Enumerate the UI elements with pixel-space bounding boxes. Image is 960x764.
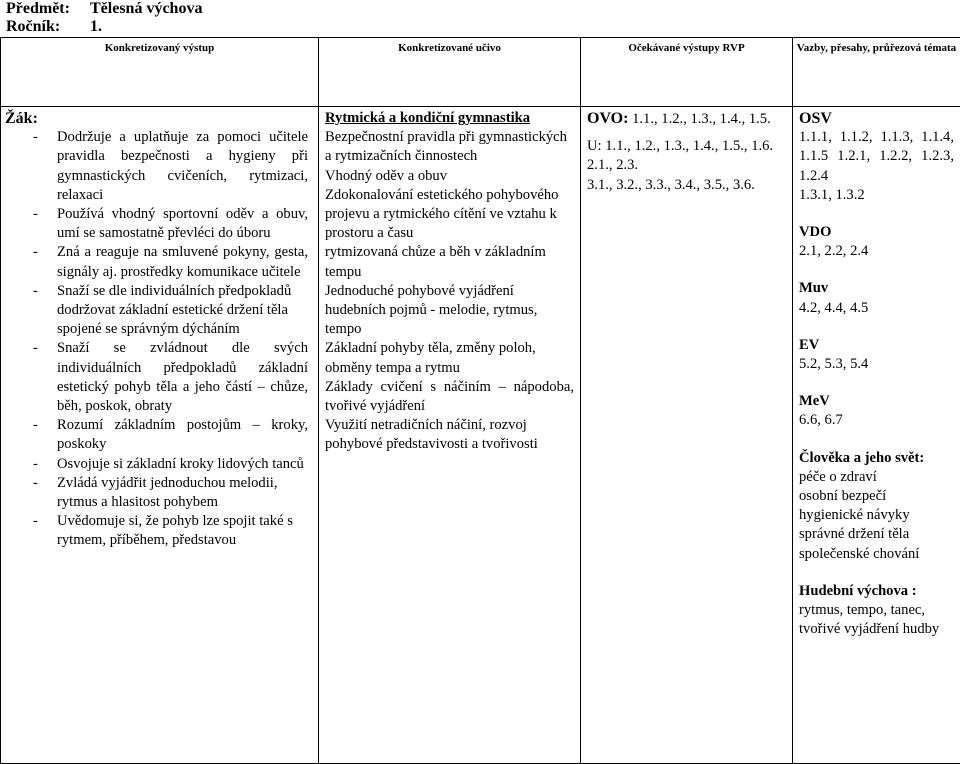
- subject-value: Tělesná výchova: [90, 0, 203, 17]
- muv-values: 4.2, 4.4, 4.5: [799, 299, 869, 316]
- vdo-values: 2.1, 2.2, 2.4: [799, 243, 869, 260]
- content-line: Základní pohyby těla, změny poloh, obměny tempa a rytmu: [325, 340, 536, 376]
- year-line: [6, 18, 102, 36]
- column-header-output: Konkretizovaný výstup: [1, 38, 319, 107]
- list-item: společenské chování: [799, 545, 920, 562]
- mev-label: MeV: [799, 393, 830, 410]
- content-line: rytmizovaná chůze a běh v základním tempu: [325, 244, 546, 280]
- list-item: - Zná a reaguje na smluvené pokyny, gesta, signály aj. prostředky komunikace učitele: [5, 243, 312, 281]
- ovo-value: 1.1., 1.2., 1.3., 1.4., 1.5.: [632, 111, 771, 127]
- pupil-heading: Žák:: [5, 110, 38, 127]
- list-item: hygienické návyky: [799, 507, 910, 524]
- list-item: správné držení těla: [799, 526, 910, 543]
- u-label: U:: [587, 138, 602, 155]
- year-label: Ročník:: [6, 18, 61, 35]
- column-header-links: Vazby, přesahy, průřezová témata: [793, 38, 960, 107]
- rvp-line-4: 3.1., 3.2., 3.3., 3.4., 3.5., 3.6.: [587, 176, 755, 193]
- clovek-label: Člověka a jeho svět:: [799, 449, 925, 466]
- table-header-row: [1, 38, 960, 107]
- ovo-label: OVO:: [587, 110, 629, 127]
- output-cell: [1, 107, 319, 764]
- list-item: - Uvědomuje si, že pohyb lze spojit také s rytmem, příběhem, představou: [5, 512, 312, 550]
- vdo-label: VDO: [799, 224, 832, 241]
- list-item: - Snaží se zvládnout dle svých individuálních předpokladů základní estetický pohyb těla a jeho částí – chůze, běh, poskok, obraty: [5, 339, 312, 416]
- list-item: - Osvojuje si základní kroky lidových tanců: [5, 455, 312, 474]
- muv-label: Muv: [799, 280, 829, 297]
- u-line: [587, 137, 786, 156]
- rvp-cell: [581, 107, 793, 764]
- output-list: [5, 128, 312, 550]
- mev-values: 6.6, 6.7: [799, 412, 843, 429]
- table-body-row: [1, 107, 960, 764]
- content-line: Vhodný oděv a obuv: [325, 167, 448, 184]
- content-line: Zdokonalování estetického pohybového projevu a rytmického cítění ve vztahu k prostoru a času: [325, 186, 559, 242]
- osv-label: OSV: [799, 110, 832, 127]
- ovo-line: [587, 109, 786, 129]
- list-item: péče o zdraví: [799, 468, 877, 485]
- hv-text: rytmus, tempo, tanec, tvořivé vyjádření hudby: [799, 602, 940, 638]
- list-item: - Snaží se dle individuálních předpokladů dodržovat základní estetické držení těla spojené se správným dýcháním: [5, 282, 312, 340]
- ev-label: EV: [799, 336, 820, 353]
- content-line: Využití netradičních náčiní, rozvoj pohybové představivosti a tvořivosti: [325, 417, 538, 453]
- content-heading: Rytmická a kondiční gymnastika: [325, 110, 531, 126]
- links-cell: [793, 107, 960, 764]
- list-item: - Rozumí základním postojům – kroky, poskoky: [5, 416, 312, 454]
- curriculum-table: [0, 37, 960, 764]
- list-item: - Zvládá vyjádřit jednoduchou melodii, rytmus a hlasitost pohybem: [5, 474, 312, 512]
- u-value: 1.1., 1.2., 1.3., 1.4., 1.5., 1.6.: [605, 138, 774, 155]
- content-line: Bezpečnostní pravidla při gymnastických a rytmizačních činnostech: [325, 129, 567, 165]
- content-line: Jednoduché pohybové vyjádření hudebních pojmů - melodie, rytmus, tempo: [325, 282, 538, 338]
- osv-values-2: 1.3.1, 1.3.2: [799, 186, 865, 203]
- hv-label: Hudební výchova :: [799, 582, 917, 599]
- column-header-content: Konkretizované učivo: [319, 38, 581, 107]
- osv-values: 1.1.1, 1.1.2, 1.1.3, 1.1.4, 1.1.5 1.2.1, 1.2.2, 1.2.3, 1.2.4: [799, 129, 954, 184]
- content-cell: [319, 107, 581, 764]
- subject-label: Předmět:: [6, 0, 70, 17]
- list-item: osobní bezpečí: [799, 488, 887, 505]
- year-value: 1.: [90, 18, 102, 35]
- list-item: - Dodržuje a uplatňuje za pomoci učitele pravidla bezpečnosti a hygieny při gymnastických cvičeních, rytmizaci, relaxaci: [5, 128, 312, 205]
- ev-values: 5.2, 5.3, 5.4: [799, 356, 869, 373]
- column-header-rvp: Očekávané výstupy RVP: [581, 38, 793, 107]
- rvp-line-3: 2.1., 2.3.: [587, 157, 639, 174]
- list-item: - Používá vhodný sportovní oděv a obuv, umí se samostatně převléci do úboru: [5, 205, 312, 243]
- subject-line: [6, 0, 202, 18]
- content-line: Základy cvičení s náčiním – nápodoba, tvořivé vyjádření: [325, 378, 574, 415]
